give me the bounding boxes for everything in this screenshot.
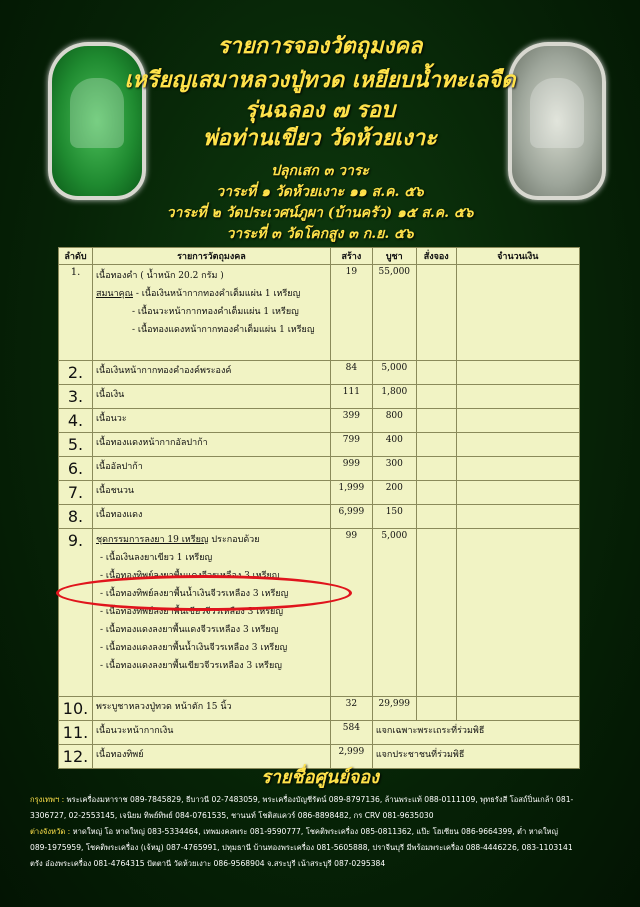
ceremony-round-2: วาระที่ ๒ วัดประเวศน์ภูผา (บ้านครัว) ๑๕ ส.ค. ๕๖ (166, 205, 474, 221)
row-no: 7. (59, 481, 93, 505)
table-row (59, 457, 580, 481)
row-item: เนื้อทองแดงหน้ากากอัลปาก้า (92, 433, 330, 457)
table-row (59, 505, 580, 529)
table-header-row (59, 248, 580, 265)
bonus-label: สมนาคุณ (95, 289, 133, 299)
row-qty: 999 (330, 457, 372, 481)
row-qty: 584 (330, 721, 372, 745)
table-row (59, 721, 580, 745)
order-table (58, 247, 580, 769)
row-item (92, 529, 330, 697)
row-price: 150 (372, 505, 416, 529)
row-order-cell[interactable] (416, 361, 456, 385)
row-no: 2. (59, 361, 93, 385)
ceremony-title: ปลุกเสก ๓ วาระ (271, 163, 369, 179)
table-row (59, 481, 580, 505)
title-line-1: รายการจองวัตถุมงคล (217, 33, 423, 59)
set-item-3: - เนื้อทองทิพย์ลงยาพื้นน้ำเงินจีวรเหลือง 3 เหรียญ (99, 589, 289, 599)
set-item-6: - เนื้อทองแดงลงยาพื้นน้ำเงินจีวรเหลือง 3 เหรียญ (99, 643, 288, 653)
set-item-4: - เนื้อทองทิพย์ลงยาพื้นเขียวจีวรเหลือง 3 เหรียญ (99, 607, 283, 617)
row-price: 200 (372, 481, 416, 505)
row-qty: 1,999 (330, 481, 372, 505)
set-item-1: - เนื้อเงินลงยาเขียว 1 เหรียญ (99, 553, 213, 563)
row-order-cell[interactable] (416, 385, 456, 409)
highlight-oval (56, 575, 352, 611)
row-order-cell[interactable] (416, 529, 456, 697)
row-no: 3. (59, 385, 93, 409)
row-item: เนื้อชนวน (92, 481, 330, 505)
title-line-4: พ่อท่านเขียว วัดห้วยเงาะ (203, 125, 437, 151)
row-no: 9. (59, 529, 93, 697)
row-qty: 99 (330, 529, 372, 697)
row-no: 5. (59, 433, 93, 457)
ceremony-round-3: วาระที่ ๓ วัดโคกสูง ๓ ก.ย. ๕๖ (226, 226, 414, 242)
row-qty: 111 (330, 385, 372, 409)
row-no: 4. (59, 409, 93, 433)
row-item: เนื้อเงินหน้ากากทองคำองค์พระองค์ (92, 361, 330, 385)
centers-title: รายชื่อศูนย์จอง (261, 767, 379, 788)
title-line-2: เหรียญเสมาหลวงปู่ทวด เหยียบน้ำทะเลจืด (124, 67, 516, 93)
bkk-line-1: พระเครื่องมหาราช 089-7845829, ธีบาวนี 02-7483059, พระเครื่องบัญชีรัตน์ 089-8797136, ล้านพระแท้ 088-0111109, พุทธรังสี โอสถ์ปิ่นเกล้า 081- (66, 795, 574, 804)
row-amount-cell[interactable] (456, 265, 579, 361)
header-order: สั่งจอง (416, 248, 456, 265)
row-qty: 799 (330, 433, 372, 457)
bonus-2: - เนื้อนวะหน้ากากทองคำเต็มแผ่น 1 เหรียญ (131, 307, 299, 317)
row-amount-cell[interactable] (456, 409, 579, 433)
table-row (59, 361, 580, 385)
header-qty: สร้าง (330, 248, 372, 265)
prov-line-2: 089-1975959, โชคติพระเครื่อง (เจ้หมู) 087-4765991, ปทุมธานี บ้านทองพระเครื่อง 081-5605888, ปราจีนบุรี มีพร้อมพระเครื่อง 088-4446226, 083-1103141 (30, 843, 573, 852)
row-price: 800 (372, 409, 416, 433)
table-row (59, 697, 580, 721)
table-row (59, 385, 580, 409)
bonus-3: - เนื้อทองแดงหน้ากากทองคำเต็มแผ่น 1 เหรียญ (131, 325, 315, 335)
row-amount-cell[interactable] (456, 529, 579, 697)
row-note: แจกประชาชนที่ร่วมพิธี (372, 745, 579, 769)
row-price: 29,999 (372, 697, 416, 721)
header-price: บูชา (372, 248, 416, 265)
row-no: 12. (59, 745, 93, 769)
row-price: 400 (372, 433, 416, 457)
table-row (59, 409, 580, 433)
prov-label: ต่างจังหวัด : (30, 827, 71, 836)
row-order-cell[interactable] (416, 697, 456, 721)
table-row (59, 265, 580, 361)
row-amount-cell[interactable] (456, 697, 579, 721)
contacts-block (30, 792, 612, 872)
row-qty: 2,999 (330, 745, 372, 769)
row-item: เนื้อนวะหน้ากากเงิน (92, 721, 330, 745)
row-note: แจกเฉพาะพระเถระที่ร่วมพิธี (372, 721, 579, 745)
row-amount-cell[interactable] (456, 457, 579, 481)
row-no: 11. (59, 721, 93, 745)
row-order-cell[interactable] (416, 457, 456, 481)
header-item: รายการวัตถุมงคล (92, 248, 330, 265)
row-qty: 19 (330, 265, 372, 361)
table-row (59, 433, 580, 457)
row-item: เนื้อนวะ (92, 409, 330, 433)
row-amount-cell[interactable] (456, 361, 579, 385)
set-title-rest: ประกอบด้วย (208, 535, 260, 545)
set-item-7: - เนื้อทองแดงลงยาพื้นเขียวจีวรเหลือง 3 เหรียญ (99, 661, 282, 671)
row-order-cell[interactable] (416, 505, 456, 529)
row-price: 5,000 (372, 361, 416, 385)
row-no: 6. (59, 457, 93, 481)
set-item-5: - เนื้อทองแดงลงยาพื้นแดงจีวรเหลือง 3 เหรียญ (99, 625, 279, 635)
row-amount-cell[interactable] (456, 481, 579, 505)
row-qty: 84 (330, 361, 372, 385)
header-no: ลำดับ (59, 248, 93, 265)
row-qty: 399 (330, 409, 372, 433)
row-order-cell[interactable] (416, 481, 456, 505)
row-order-cell[interactable] (416, 409, 456, 433)
row-item: เนื้ออัลปาก้า (92, 457, 330, 481)
set-item-2: - เนื้อทองทิพย์ลงยาพื้นแดงจีวรเหลือง 3 เหรียญ (99, 571, 280, 581)
bonus-1: - เนื้อเงินหน้ากากทองคำเต็มแผ่น 1 เหรียญ (135, 289, 301, 299)
row-no: 8. (59, 505, 93, 529)
header-amount: จำนวนเงิน (456, 248, 579, 265)
bkk-line-2: 3306727, 02-2553145, เจนิยม ทิพย์ทิพย์ 084-0761535, ชานนท์ โชติสแควร์ 086-8898482, กร CRV 081-9635030 (30, 811, 434, 820)
row-price: 55,000 (372, 265, 416, 361)
row-no: 10. (59, 697, 93, 721)
row-amount-cell[interactable] (456, 385, 579, 409)
bkk-label: กรุงเทพฯ : (30, 795, 65, 804)
row-order-cell[interactable] (416, 265, 456, 361)
row-item-main: เนื้อทองคำ ( น้ำหนัก 20.2 กรัม ) (95, 271, 224, 281)
prov-line-3: ตรัง อ๋องพระเครื่อง 081-4764315 ปัตตานี วัดห้วยเงาะ 086-9568904 จ.สระบุรี เน้าสระบุรี 087-0295384 (30, 859, 386, 868)
row-item: พระบูชาหลวงปู่ทวด หน้าตัก 15 นิ้ว (92, 697, 330, 721)
ceremony-round-1: วาระที่ ๑ วัดห้วยเงาะ ๑๑ ส.ค. ๕๖ (216, 184, 424, 200)
row-qty: 32 (330, 697, 372, 721)
row-amount-cell[interactable] (456, 505, 579, 529)
row-price: 5,000 (372, 529, 416, 697)
row-price: 300 (372, 457, 416, 481)
row-no: 1. (59, 265, 93, 361)
prov-line-1: หาดใหญ่ โอ หาดใหญ่ 083-5334464, เทพมงคลพระ 081-9590777, โชคติพระเครื่อง 085-0811362, แป๊ะ โฮเซียน 086-9664399, ต่ำ หาดใหญ่ (72, 827, 559, 836)
row-order-cell[interactable] (416, 433, 456, 457)
row-price: 1,800 (372, 385, 416, 409)
table-row (59, 529, 580, 697)
row-qty: 6,999 (330, 505, 372, 529)
row-item (92, 265, 330, 361)
title-line-3: รุ่นฉลอง ๗ รอบ (244, 97, 396, 123)
row-item: เนื้อเงิน (92, 385, 330, 409)
row-item: เนื้อทองแดง (92, 505, 330, 529)
row-amount-cell[interactable] (456, 433, 579, 457)
set-title: ชุดกรรมการลงยา 19 เหรียญ (95, 535, 209, 545)
row-item: เนื้อทองทิพย์ (92, 745, 330, 769)
